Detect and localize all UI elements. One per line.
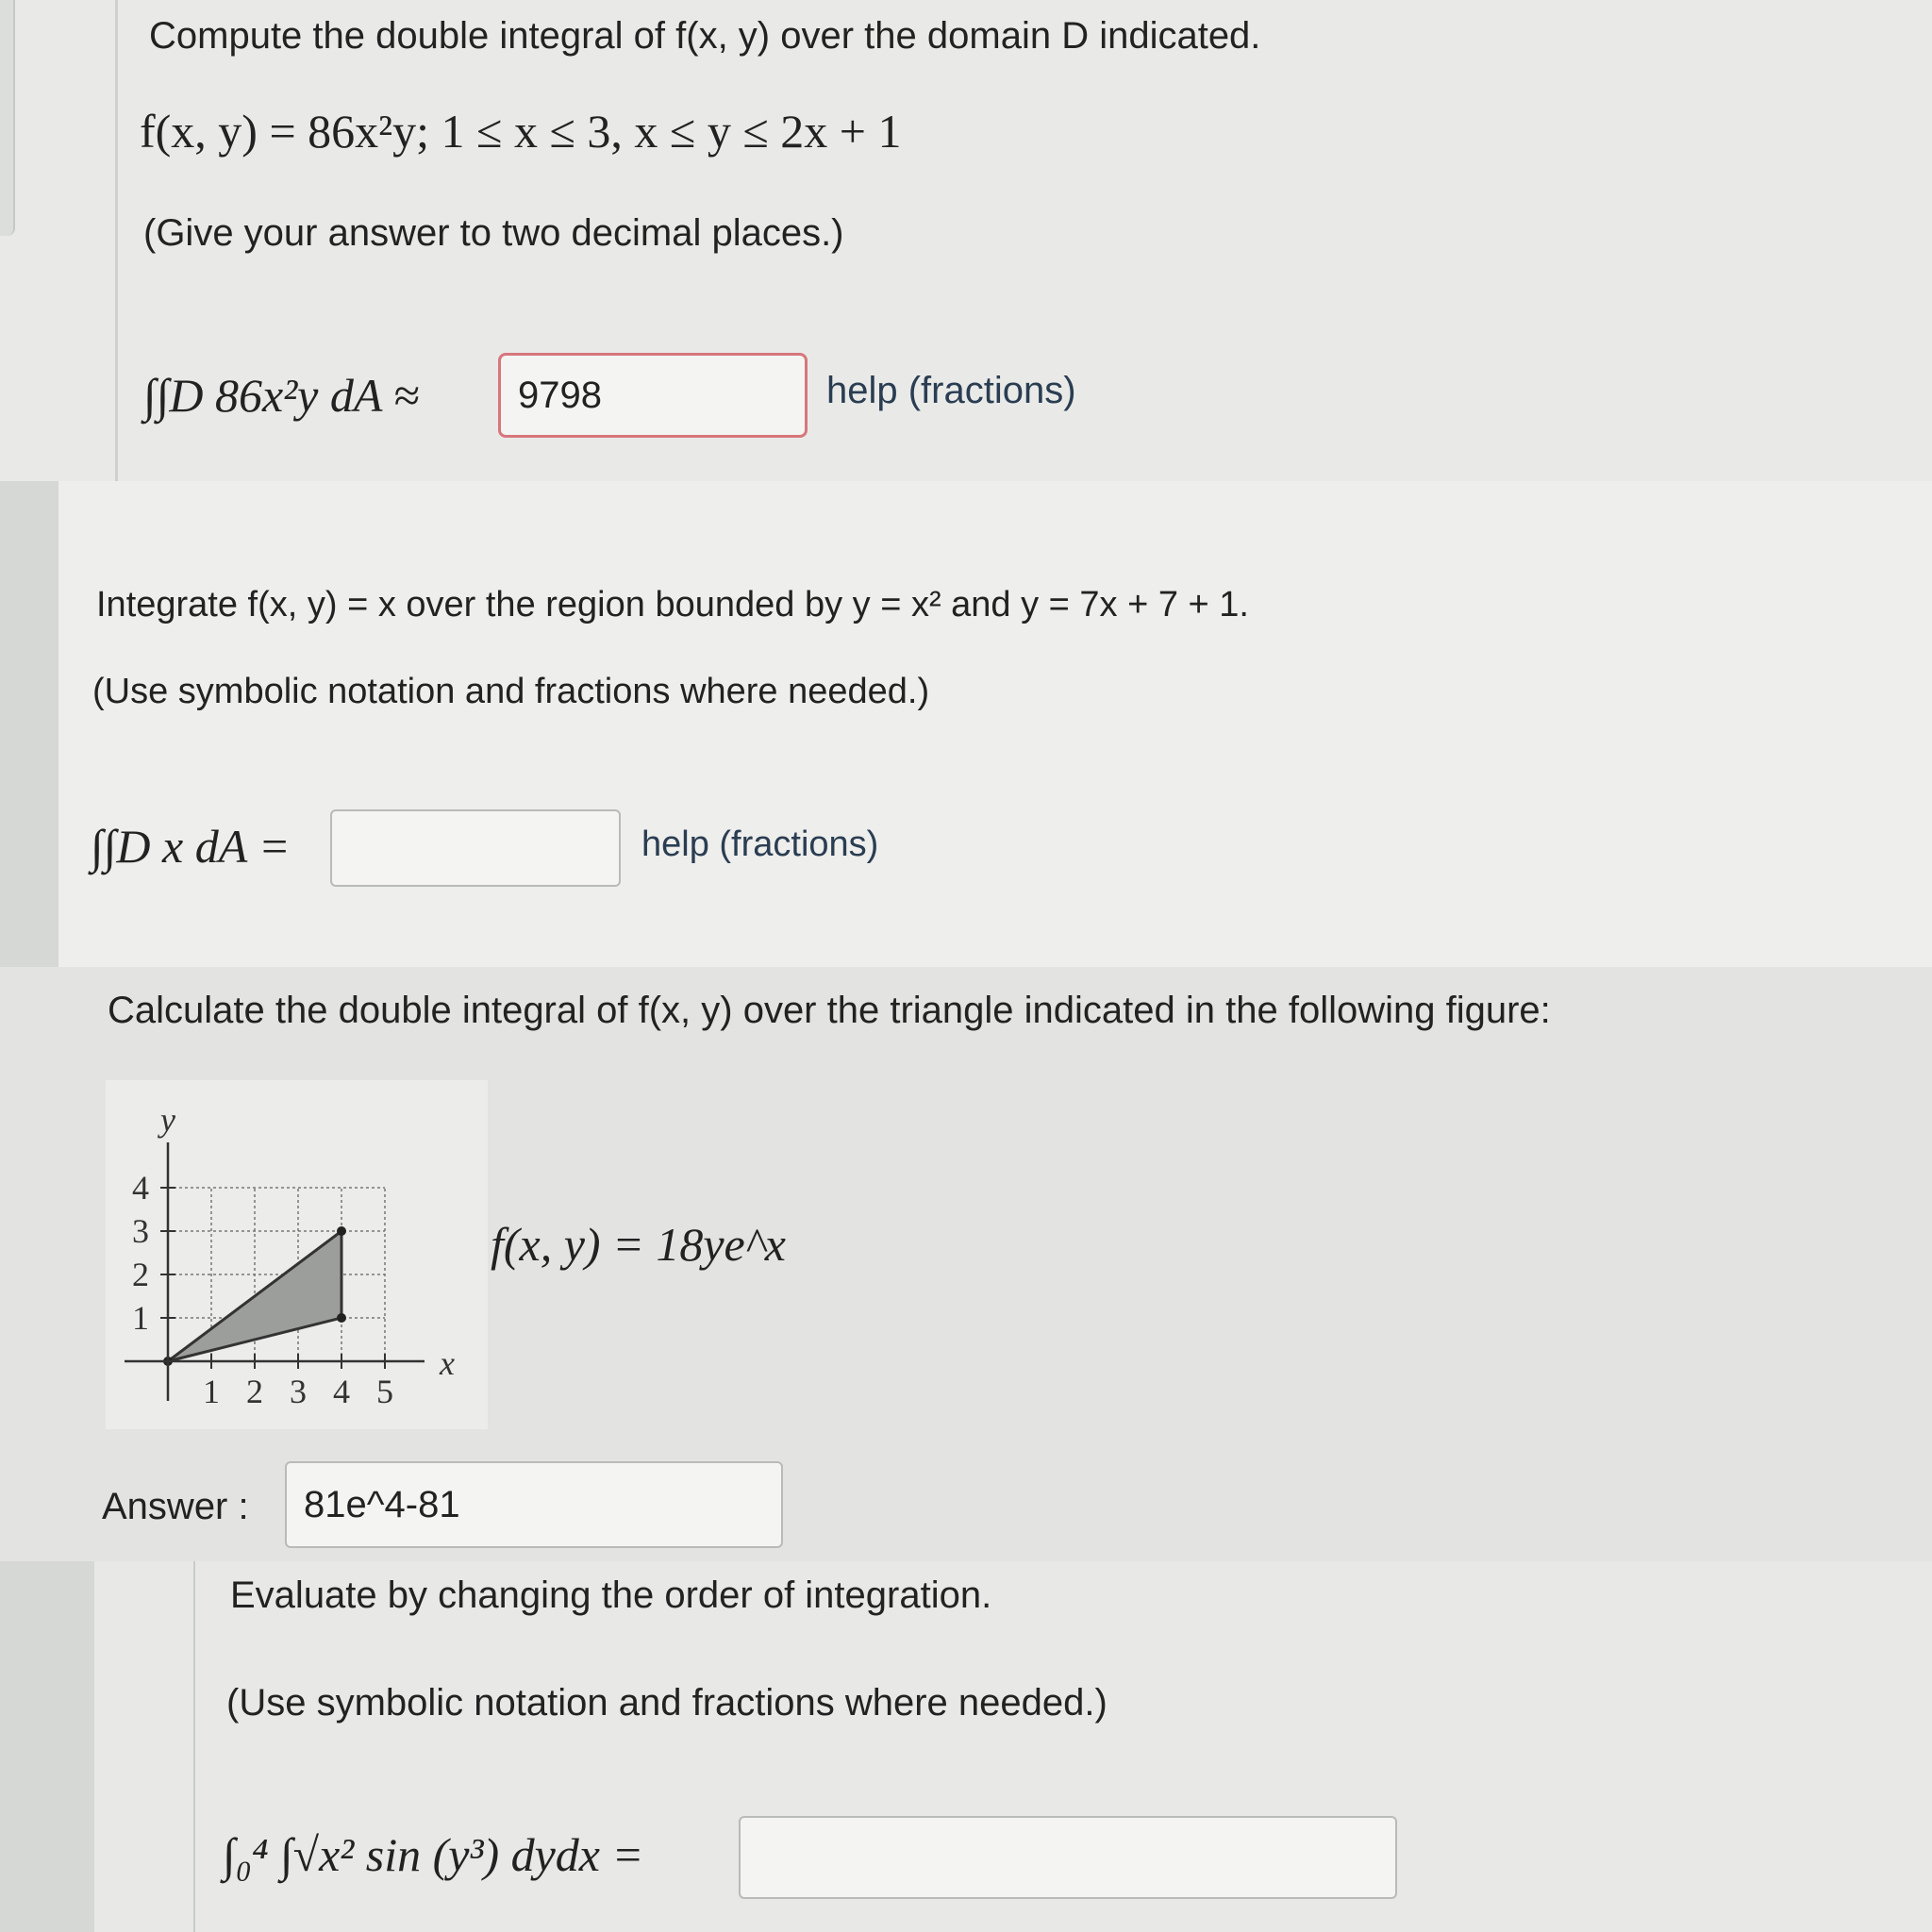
triangle-figure	[106, 1080, 488, 1429]
problem-2-answer-input[interactable]	[330, 809, 621, 887]
problem-1-instruction: (Give your answer to two decimal places.)	[143, 212, 844, 254]
problem-3-prompt: Calculate the double integral of f(x, y) over the triangle indicated in the following figure:	[108, 990, 1551, 1031]
x-tick-label: 1	[203, 1373, 220, 1410]
y-tick-label: 2	[132, 1256, 149, 1293]
triangle-vertex	[337, 1313, 346, 1323]
x-axis-label: x	[440, 1344, 455, 1382]
problem-1-function-def: f(x, y) = 86x²y; 1 ≤ x ≤ 3, x ≤ y ≤ 2x + 1	[140, 105, 902, 158]
problem-4-prompt: Evaluate by changing the order of integration.	[230, 1574, 992, 1616]
problem-1-answer-input[interactable]: 9798	[498, 353, 808, 438]
problem-3-answer-input[interactable]: 81e^4-81	[285, 1461, 783, 1548]
triangle-vertex	[337, 1226, 346, 1236]
x-tick-label: 3	[290, 1373, 307, 1410]
problem-4-instruction: (Use symbolic notation and fractions where needed.)	[226, 1682, 1108, 1724]
problem-4-integral-expression: ∫₀⁴ ∫√x² sin (y³) dydx =	[223, 1828, 644, 1881]
problem-1-prompt: Compute the double integral of f(x, y) over the domain D indicated.	[149, 15, 1261, 57]
y-tick-label: 3	[132, 1212, 149, 1250]
problem-2-instruction: (Use symbolic notation and fractions where needed.)	[92, 672, 930, 711]
problem-2-prompt: Integrate f(x, y) = x over the region bounded by y = x² and y = 7x + 7 + 1.	[96, 585, 1249, 625]
y-tick-label: 4	[132, 1169, 149, 1207]
x-tick-label: 2	[246, 1373, 263, 1410]
problem-3-answer-label: Answer :	[102, 1486, 249, 1527]
panel-divider	[193, 1561, 195, 1932]
x-tick-label: 4	[333, 1373, 350, 1410]
panel-divider	[115, 0, 118, 481]
problem-4-panel	[94, 1561, 1932, 1932]
problem-2-help-link[interactable]: help (fractions)	[641, 824, 879, 864]
problem-3-function-def: f(x, y) = 18ye^x	[491, 1218, 786, 1271]
triangle-chart	[106, 1080, 488, 1429]
problem-1-panel	[0, 0, 1932, 481]
panel-edge	[0, 0, 15, 236]
problem-2-integral-expression: ∫∫D x dA =	[91, 820, 291, 873]
y-axis-label: y	[160, 1101, 175, 1139]
problem-1-help-link[interactable]: help (fractions)	[826, 370, 1076, 411]
problem-4-answer-input[interactable]	[739, 1816, 1397, 1899]
x-tick-label: 5	[376, 1373, 393, 1410]
y-tick-label: 1	[132, 1299, 149, 1337]
problem-1-integral-expression: ∫∫D 86x²y dA ≈	[143, 369, 420, 422]
problem-2-panel	[58, 481, 1932, 967]
